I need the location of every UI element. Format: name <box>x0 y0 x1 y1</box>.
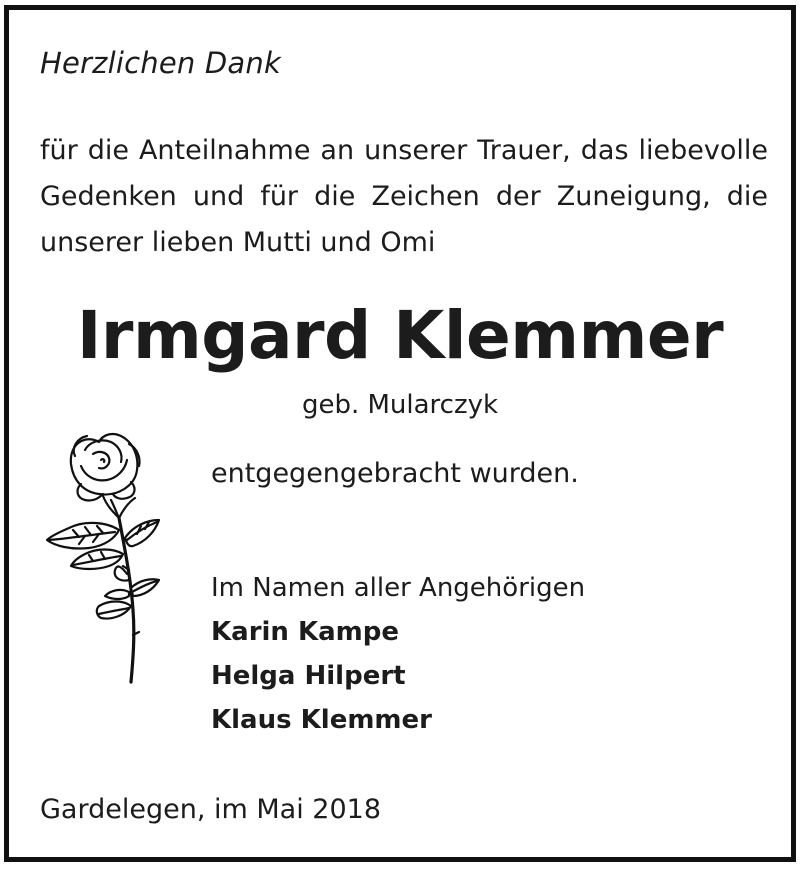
closing-text: entgegengebracht wurden. <box>211 458 579 489</box>
intro-text <box>40 128 768 266</box>
rose-icon <box>41 420 181 690</box>
place-date: Gardelegen, im Mai 2018 <box>40 794 382 825</box>
maiden-name: geb. Mularczyk <box>301 390 499 420</box>
intro-line: Gedenken und für die Zeichen der Zuneigung, die <box>40 181 768 212</box>
signers-intro: Im Namen aller Angehörigen <box>211 573 586 603</box>
signer-name: Klaus Klemmer <box>211 705 432 735</box>
signer-name: Helga Hilpert <box>211 661 406 691</box>
heading: Herzlichen Dank <box>40 46 281 80</box>
signers-block <box>211 566 585 742</box>
deceased-name: Irmgard Klemmer <box>76 297 724 374</box>
signer-name: Karin Kampe <box>211 617 400 647</box>
intro-line: für die Anteilnahme an unserer Trauer, das liebevolle <box>40 135 768 166</box>
intro-line: unserer lieben Mutti und Omi <box>40 227 436 258</box>
obituary-notice <box>4 5 796 862</box>
